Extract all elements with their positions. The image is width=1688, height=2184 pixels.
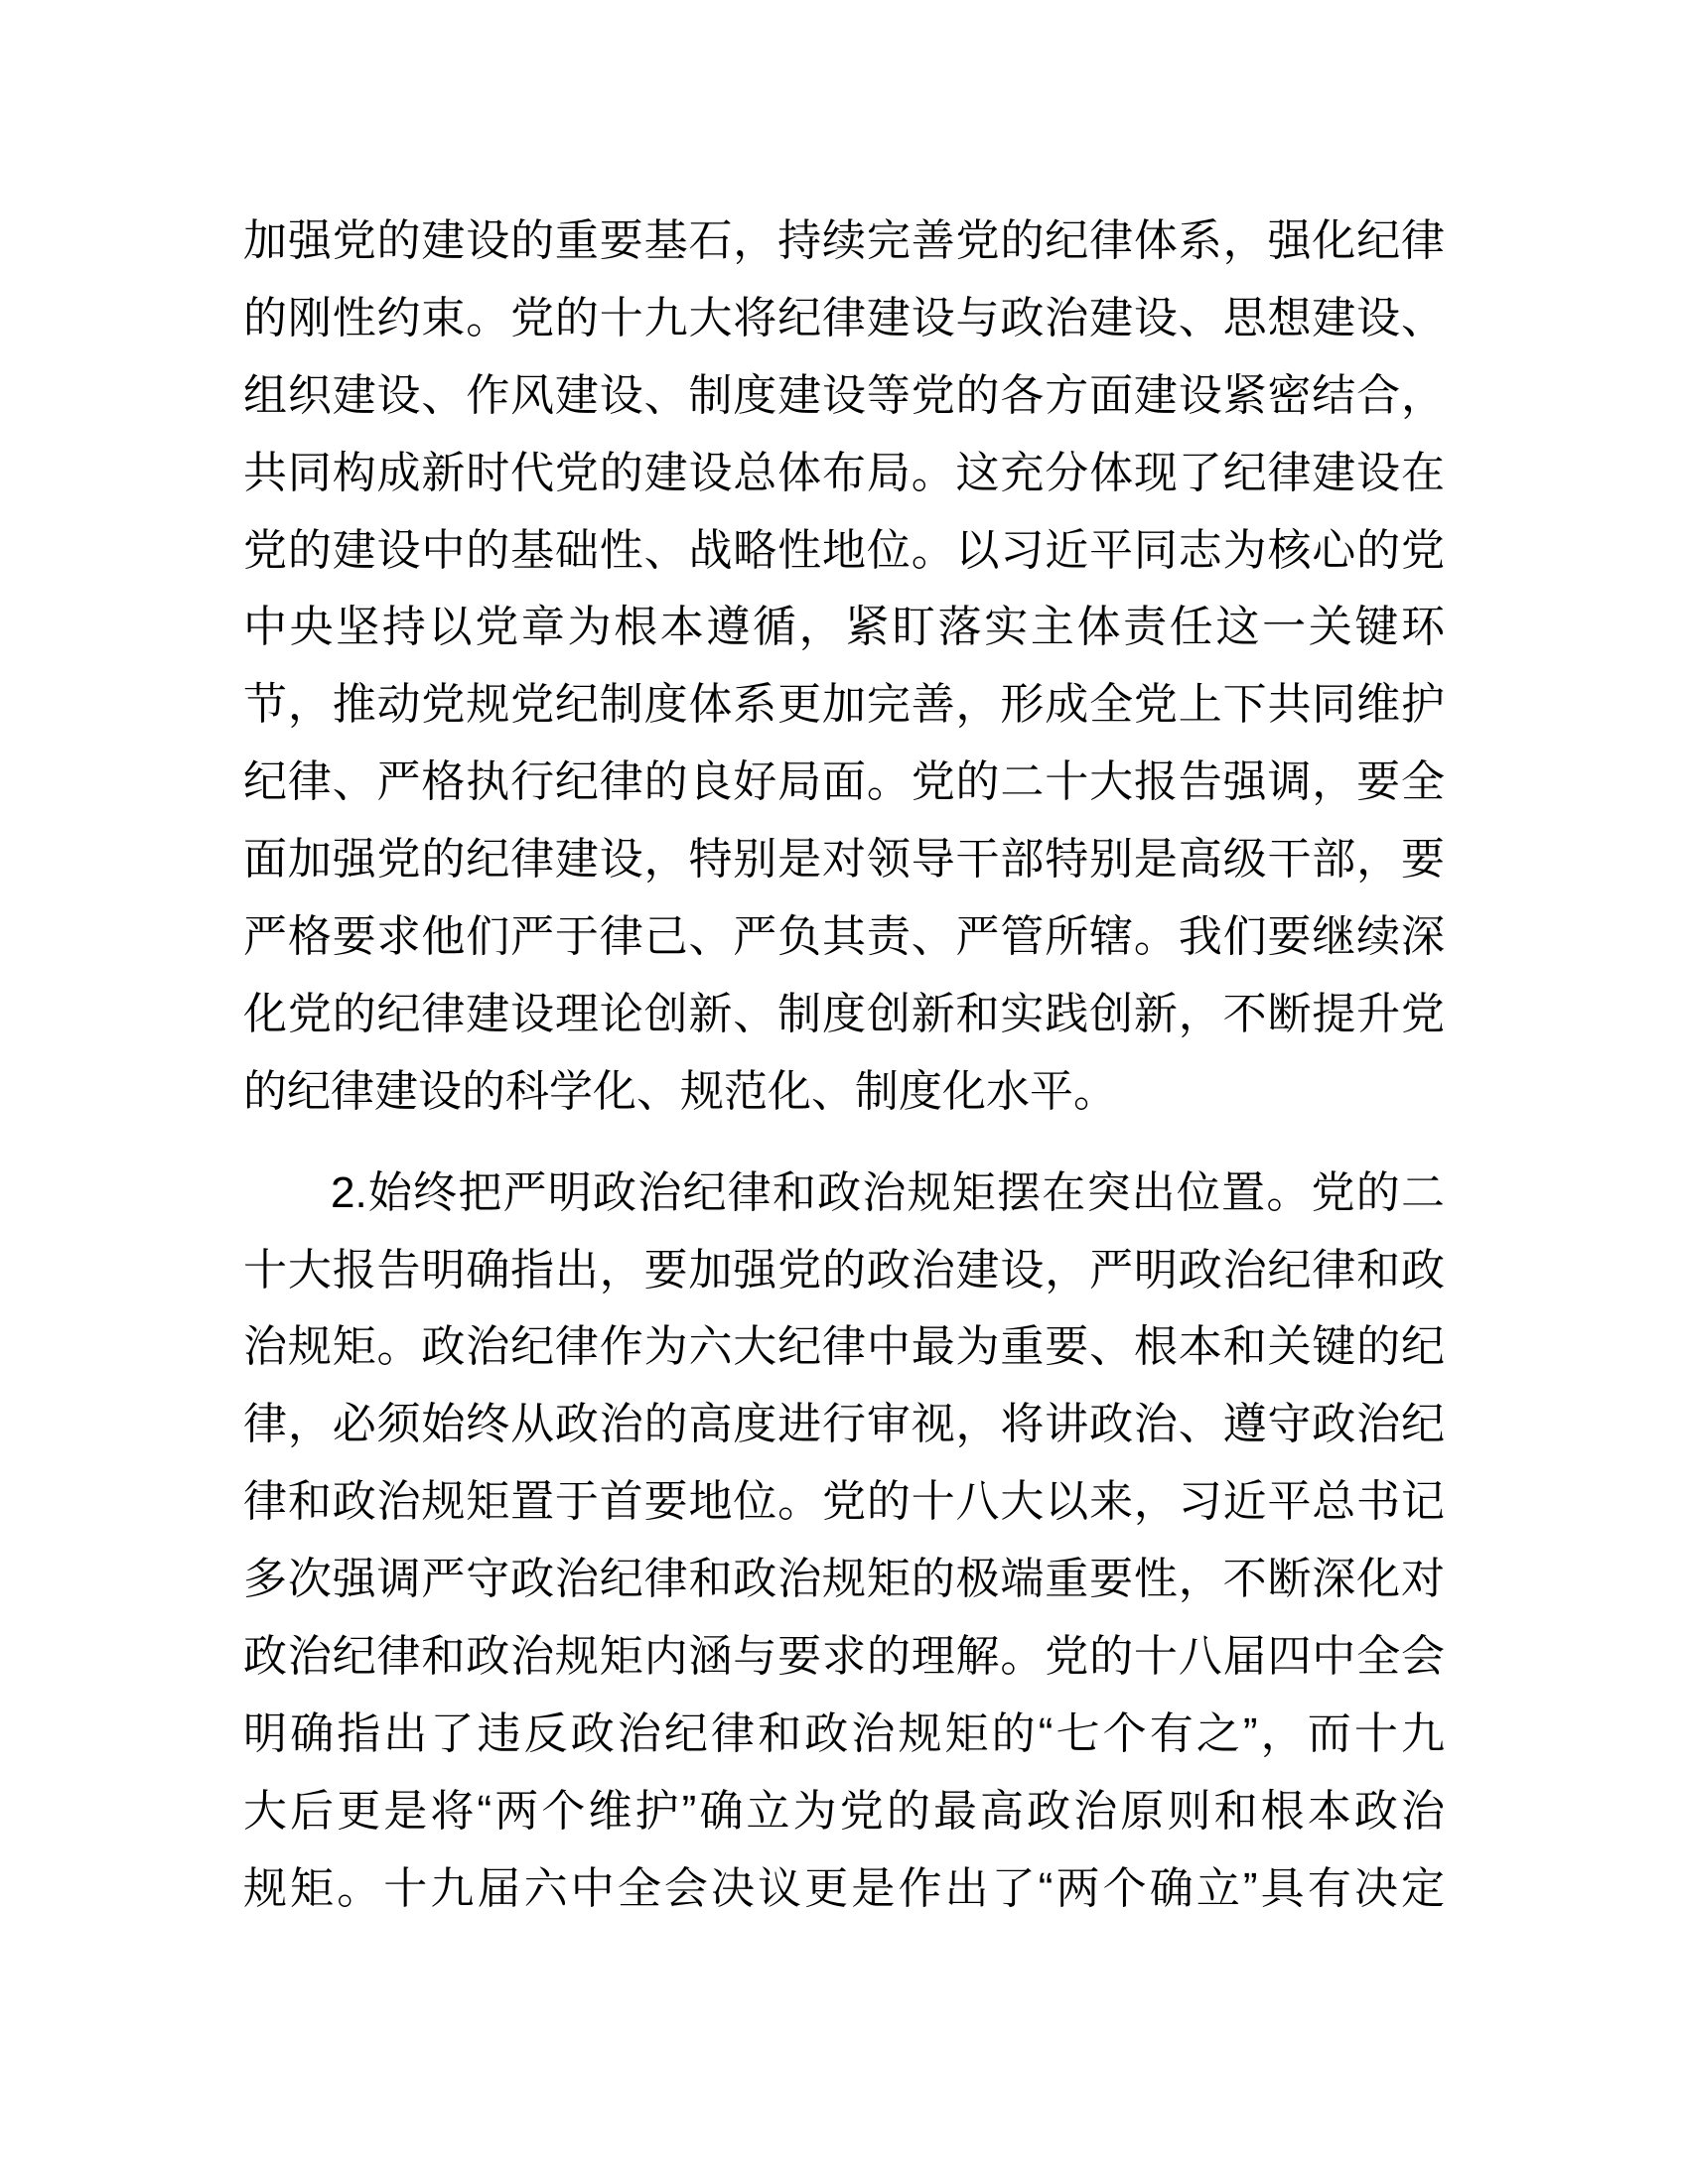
text-line: 加强党的建设的重要基石，持续完善党的纪律体系，强化纪律	[243, 216, 1445, 265]
text-line: 2.始终把严明政治纪律和政治规矩摆在突出位置。党的二	[331, 1167, 1445, 1217]
text-line: 纪律、严格执行纪律的良好局面。党的二十大报告强调，要全	[243, 757, 1445, 807]
text-line: 大后更是将“两个维护”确立为党的最高政治原则和根本政治	[243, 1786, 1445, 1836]
text-line: 治规矩。政治纪律作为六大纪律中最为重要、根本和关键的纪	[243, 1322, 1445, 1372]
text-line: 多次强调严守政治纪律和政治规矩的极端重要性，不断深化对	[243, 1555, 1445, 1604]
text-line: 共同构成新时代党的建设总体布局。这充分体现了纪律建设在	[243, 448, 1445, 497]
paragraph-1	[243, 203, 1445, 1131]
text-line: 面加强党的纪律建设，特别是对领导干部特别是高级干部，要	[243, 835, 1445, 885]
paragraph-2	[243, 1155, 1445, 1928]
text-line: 规矩。十九届六中全会决议更是作出了“两个确立”具有决定	[243, 1863, 1445, 1913]
text-line: 节，推动党规党纪制度体系更加完善，形成全党上下共同维护	[243, 680, 1445, 730]
text-line: 十大报告明确指出，要加强党的政治建设，严明政治纪律和政	[243, 1245, 1445, 1295]
text-line: 政治纪律和政治规矩内涵与要求的理解。党的十八届四中全会	[243, 1632, 1445, 1682]
text-line: 的纪律建设的科学化、规范化、制度化水平。	[243, 1066, 1117, 1116]
text-line: 中央坚持以党章为根本遵循，紧盯落实主体责任这一关键环	[243, 603, 1445, 652]
text-line: 律和政治规矩置于首要地位。党的十八大以来，习近平总书记	[243, 1477, 1445, 1527]
text-line: 严格要求他们严于律己、严负其责、严管所辖。我们要继续深	[243, 912, 1445, 962]
text-line: 明确指出了违反政治纪律和政治规矩的“七个有之”，而十九	[243, 1708, 1445, 1758]
text-line: 的刚性约束。党的十九大将纪律建设与政治建设、思想建设、	[243, 293, 1445, 342]
text-line: 党的建设中的基础性、战略性地位。以习近平同志为核心的党	[243, 525, 1445, 575]
text-line: 组织建设、作风建设、制度建设等党的各方面建设紧密结合，	[243, 370, 1445, 420]
text-line: 化党的纪律建设理论创新、制度创新和实践创新，不断提升党	[243, 989, 1445, 1038]
text-line: 律，必须始终从政治的高度进行审视，将讲政治、遵守政治纪	[243, 1400, 1445, 1449]
